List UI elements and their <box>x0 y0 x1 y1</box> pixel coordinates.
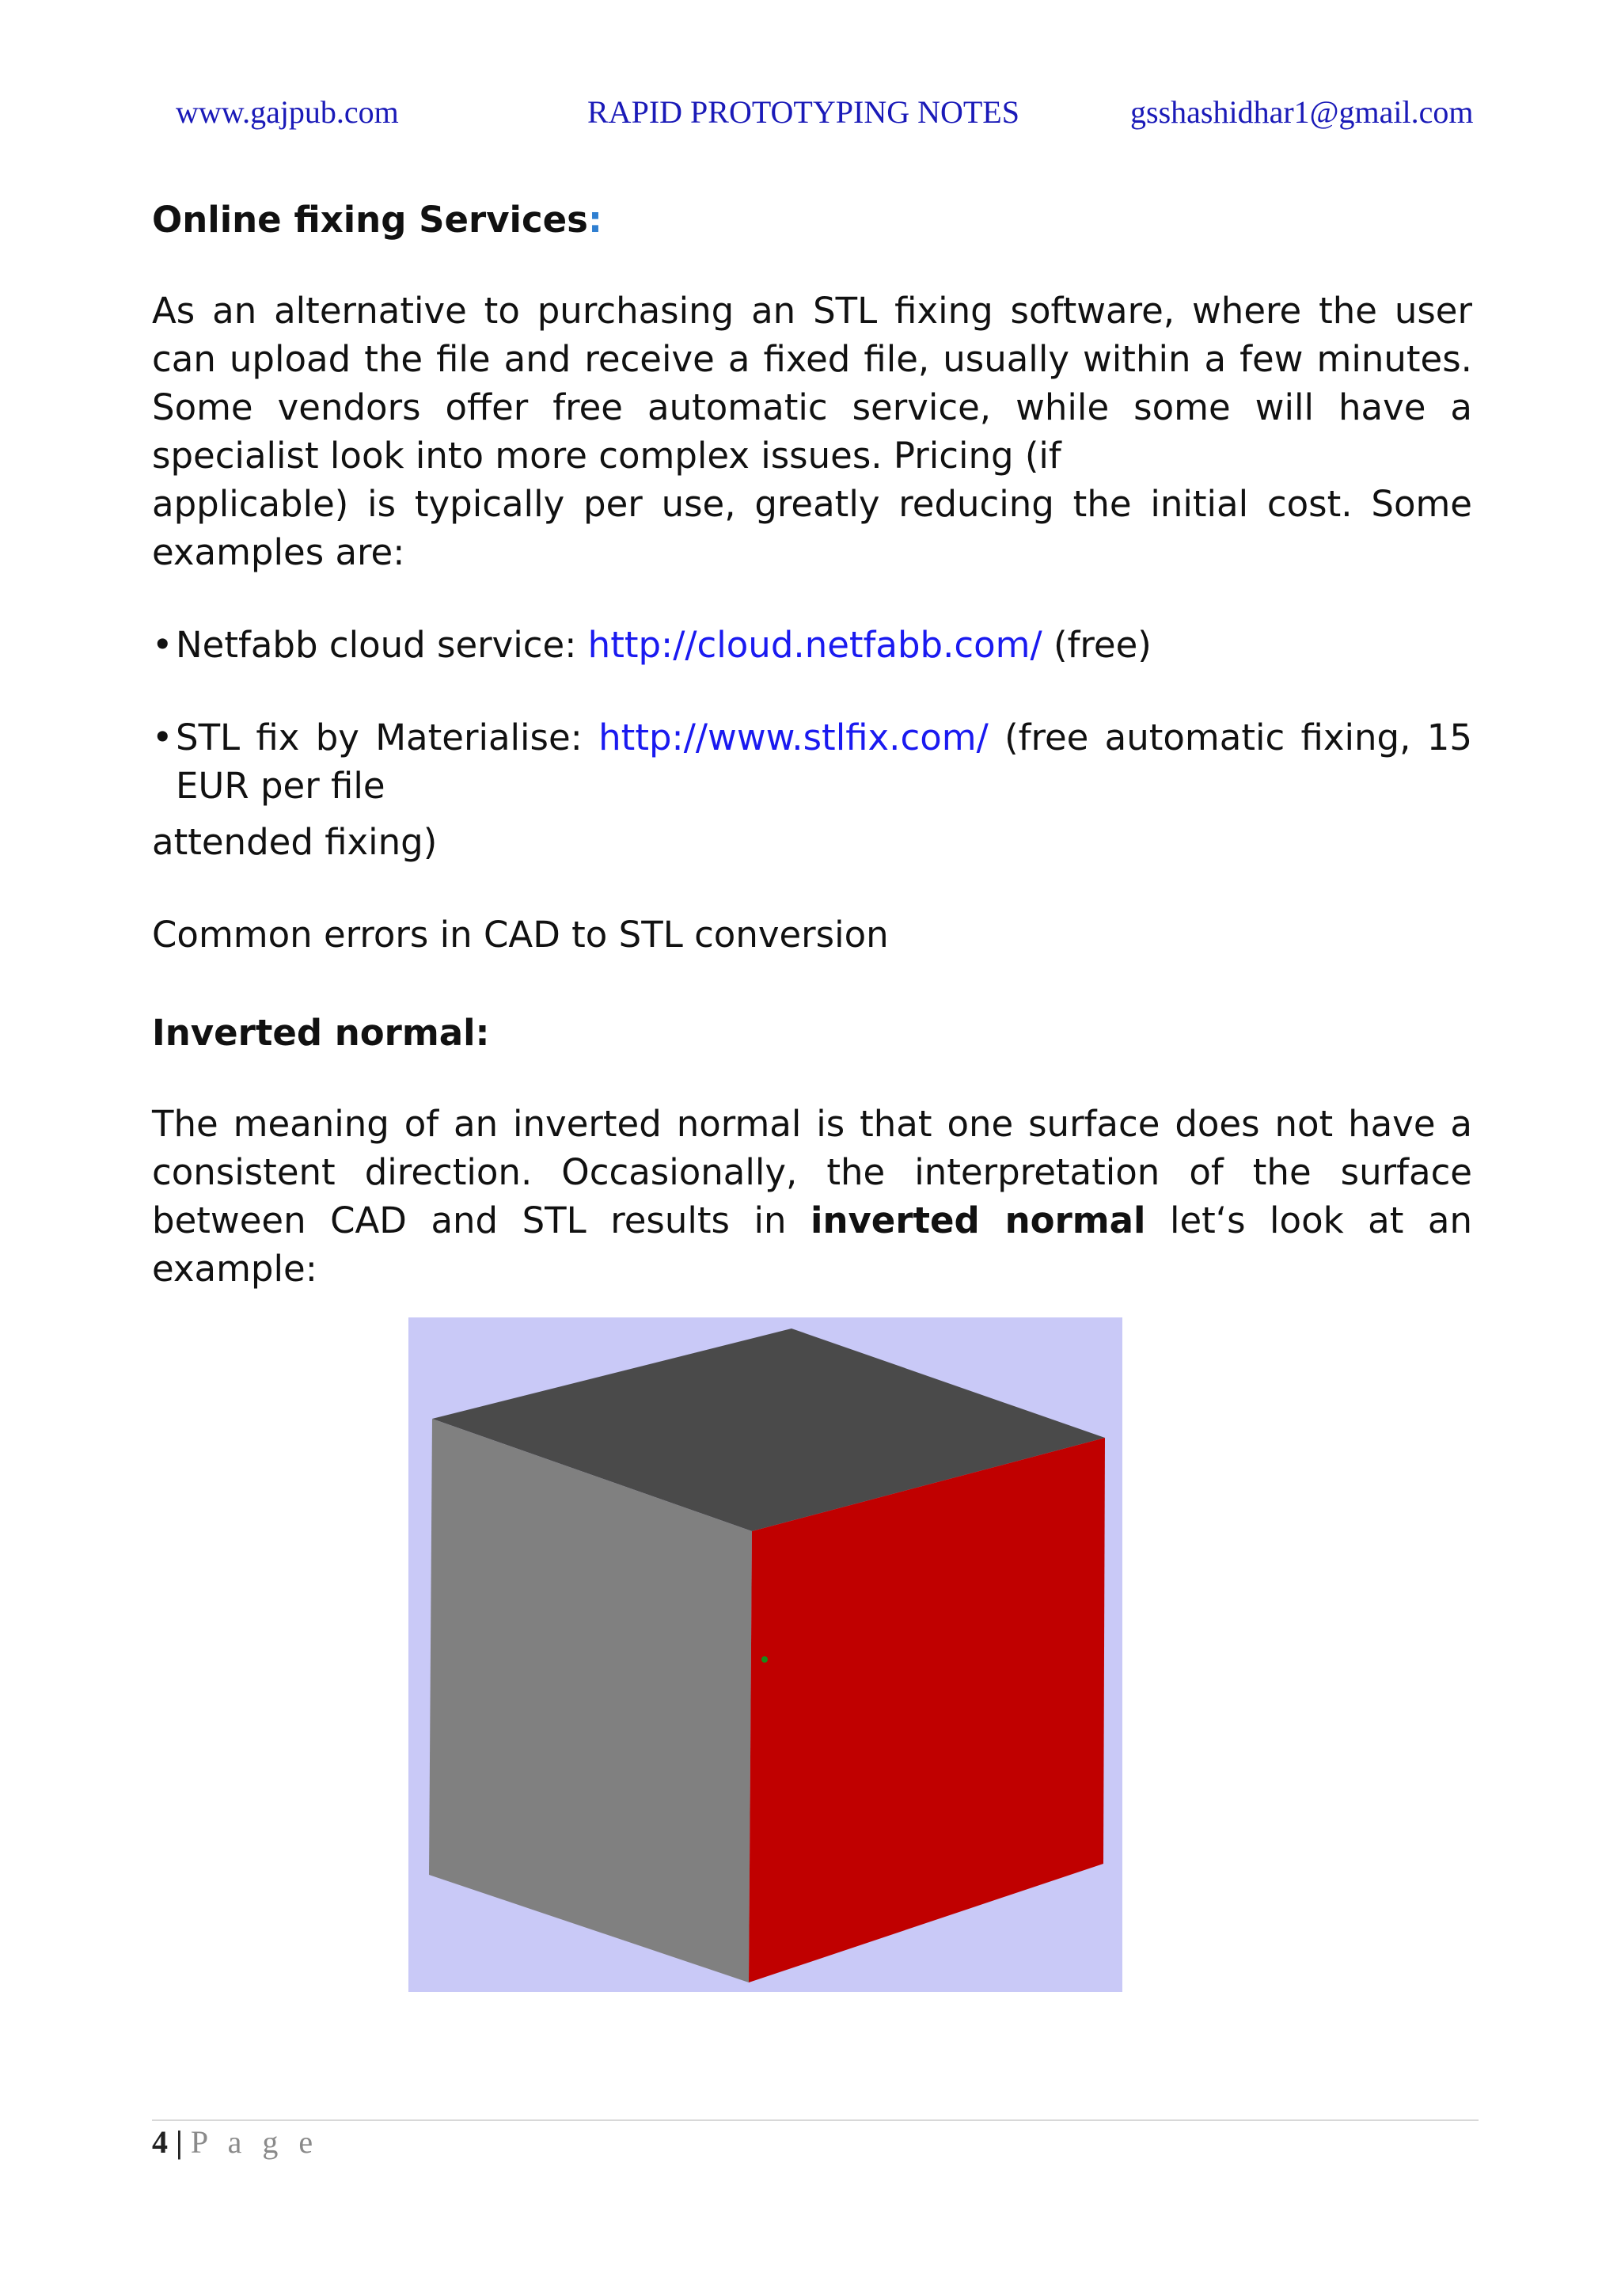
paragraph-text: The meaning of an inverted normal is that one surface does not have a consistent direction. Occasionally, the interpretation of the surface between CAD and STL results in <box>152 1103 1472 1241</box>
page-footer <box>152 2122 319 2163</box>
paragraph-pricing: applicable) is typically per use, greatly reducing the initial cost. Some examples are: <box>152 483 1472 573</box>
list-item-stlfix <box>152 713 1472 810</box>
page-content <box>152 190 1472 1293</box>
list-item-label: Netfabb cloud service: <box>176 624 588 666</box>
paragraph-inverted-normal <box>152 1100 1472 1293</box>
normal-marker <box>761 1656 768 1663</box>
bullet-marker: • <box>152 624 173 666</box>
footer-divider <box>152 2119 1479 2121</box>
cube-illustration <box>408 1317 1122 1992</box>
section-heading-inverted-normal: Inverted normal: <box>152 1012 490 1054</box>
list-item-label: STL fix by Materialise: <box>176 717 599 758</box>
footer-separator: | <box>168 2124 191 2160</box>
list-item-note: (free automatic fixing, 15 EUR per file <box>176 717 1472 807</box>
heading-colon: : <box>587 199 602 241</box>
page-header <box>0 93 1621 141</box>
stlfix-link[interactable]: http://www.stlfix.com/ <box>598 717 989 758</box>
cube-figure <box>408 1317 1122 1992</box>
bullet-marker: • <box>152 717 173 758</box>
bold-term: inverted normal <box>810 1199 1146 1241</box>
page-number: 4 <box>152 2124 168 2160</box>
subtitle-common-errors: Common errors in CAD to STL conversion <box>152 914 889 956</box>
section-heading-online-fixing <box>152 190 1472 250</box>
page-label: P a g e <box>190 2124 320 2160</box>
heading-text: Online fixing Services <box>152 199 588 241</box>
header-email: gsshashidhar1@gmail.com <box>1130 94 1474 130</box>
header-title: RAPID PROTOTYPING NOTES <box>587 94 1019 130</box>
list-item-note: (free) <box>1042 624 1152 666</box>
list-item-netfabb <box>152 621 1472 669</box>
header-site-url: www.gajpub.com <box>176 94 399 130</box>
paragraph-text-end: let‘s look at an example: <box>152 1199 1472 1290</box>
netfabb-link[interactable]: http://cloud.netfabb.com/ <box>587 624 1042 666</box>
paragraph-continuation: attended fixing) <box>152 821 438 863</box>
cube-right-face <box>749 1438 1105 1982</box>
paragraph-intro: As an alternative to purchasing an STL fixing software, where the user can upload the file and receive a fixed file, usually within a few minutes. Some vendors offer free automatic service, while some will have a specialist look into more complex issues. Pricing (if <box>152 290 1472 477</box>
